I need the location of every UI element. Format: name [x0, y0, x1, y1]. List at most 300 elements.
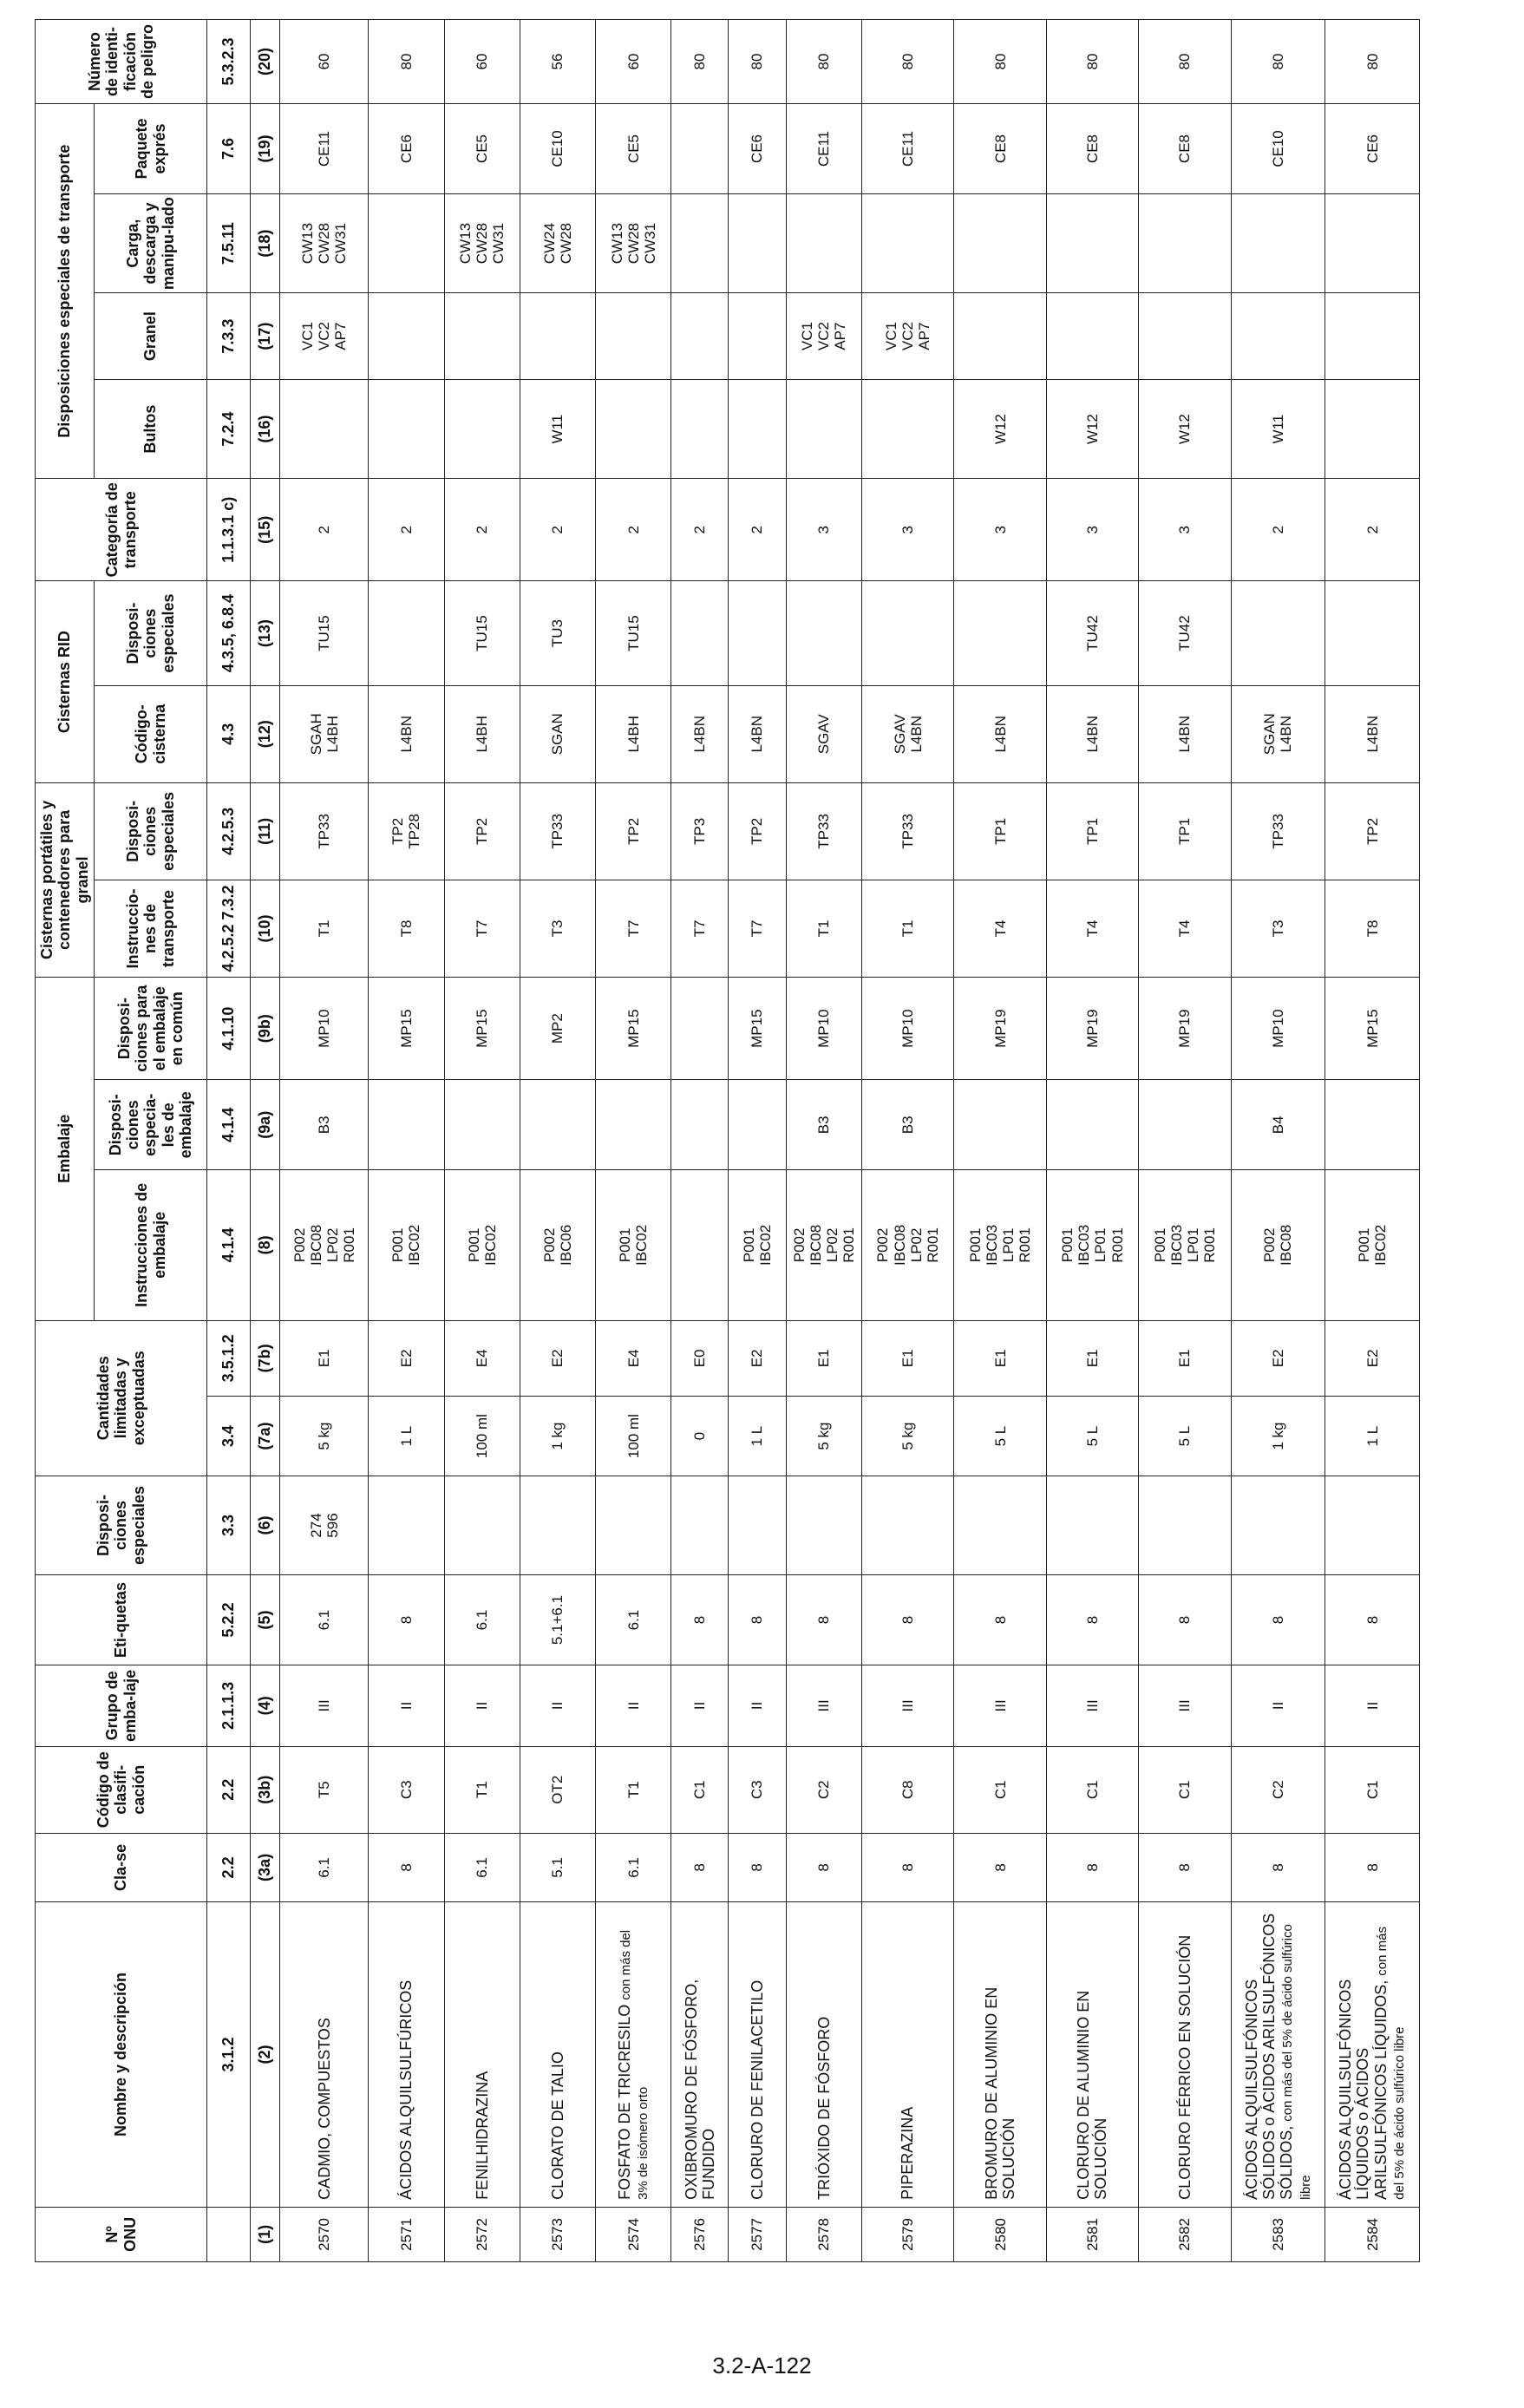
grupo-cell: II	[1325, 1665, 1420, 1747]
paquete-cell: CE10	[520, 104, 595, 194]
categoria-cell: 2	[1231, 479, 1325, 581]
paquete-cell: CE6	[1325, 104, 1420, 194]
grupo-cell: III	[1139, 1665, 1231, 1747]
cantidad-exceptuada-cell: E2	[369, 1320, 444, 1397]
header-categoria: Categoría de transporte	[36, 479, 207, 581]
un-number-cell: 2573	[520, 2207, 595, 2261]
substance-note: con más del 5% de ácido sulfúrico libre	[1374, 1927, 1408, 2200]
disp-esp-embalaje-cell: B3	[786, 1080, 861, 1170]
bultos-cell	[369, 380, 444, 479]
header-etiquetas: Eti-quetas	[36, 1575, 207, 1665]
name-cell	[786, 1902, 861, 2208]
table-row	[1231, 20, 1325, 2262]
disp-esp-rid-cell: TU15	[280, 581, 369, 685]
un-number-cell: 2571	[369, 2207, 444, 2261]
disp-esp-rid-cell	[729, 581, 786, 685]
etiquetas-cell: 8	[1139, 1575, 1231, 1665]
table-row	[369, 20, 444, 2262]
name-cell	[1325, 1902, 1420, 2208]
ref-cell: 4.3.5, 6.8.4	[207, 581, 251, 685]
header-numero-peligro: Número de identi-ficación de peligro	[36, 20, 207, 104]
ref-cell: 5.3.2.3	[207, 20, 251, 104]
instr-transporte-cell: T7	[596, 880, 671, 977]
categoria-cell: 3	[1139, 479, 1231, 581]
ref-cell: 2.2	[207, 1746, 251, 1833]
un-number-cell: 2576	[671, 2207, 729, 2261]
clase-cell: 5.1	[520, 1833, 595, 1902]
codigo-cisterna-cell: L4BN	[1325, 685, 1420, 782]
paquete-cell	[671, 104, 729, 194]
header-bultos: Bultos	[95, 380, 207, 479]
name-cell	[1046, 1902, 1138, 2208]
disp-esp-rid-cell	[369, 581, 444, 685]
codigo-cisterna-cell: L4BH	[596, 685, 671, 782]
bultos-cell: W11	[520, 380, 595, 479]
etiquetas-cell: 8	[861, 1575, 953, 1665]
cantidad-limitada-cell: 5 kg	[280, 1397, 369, 1476]
bultos-cell	[1325, 380, 1420, 479]
rotated-table-page	[35, 19, 1420, 2262]
header-disp-transporte: Disposiciones especiales de transporte	[36, 104, 95, 479]
substance-note: con más del 3% de isómero orto	[618, 1929, 651, 2200]
disp-esp-cisternas-cell: TP1	[954, 782, 1046, 880]
embalaje-comun-cell: MP2	[520, 978, 595, 1080]
instr-embalaje-cell: P001 IBC02	[729, 1170, 786, 1320]
col-number: (7a)	[251, 1397, 280, 1476]
codigo-cell: C2	[786, 1746, 861, 1833]
disp-esp-embalaje-cell: B3	[861, 1080, 953, 1170]
col-number: (5)	[251, 1575, 280, 1665]
granel-cell	[1325, 293, 1420, 380]
categoria-cell: 3	[954, 479, 1046, 581]
disp-esp-rid-cell	[1325, 581, 1420, 685]
instr-transporte-cell: T7	[444, 880, 520, 977]
grupo-cell: III	[280, 1665, 369, 1747]
instr-transporte-cell: T7	[671, 880, 729, 977]
disp-esp-rid-cell	[861, 581, 953, 685]
col-number: (6)	[251, 1476, 280, 1574]
cantidad-exceptuada-cell: E4	[596, 1320, 671, 1397]
substance-name: CLORURO DE ALUMINIO EN SOLUCIÓN	[1075, 1990, 1110, 2200]
col-number: (16)	[251, 380, 280, 479]
disp-esp-embalaje-cell: B4	[1231, 1080, 1325, 1170]
disp-esp-rid-cell	[1231, 581, 1325, 685]
instr-transporte-cell: T1	[786, 880, 861, 977]
numero-peligro-cell: 80	[671, 20, 729, 104]
name-cell	[1231, 1902, 1325, 2208]
cantidad-limitada-cell: 5 L	[1139, 1397, 1231, 1476]
disp-esp-embalaje-cell	[1139, 1080, 1231, 1170]
codigo-cell: C8	[861, 1746, 953, 1833]
col-number: (15)	[251, 479, 280, 581]
disp-especiales-cell	[596, 1476, 671, 1574]
cantidad-exceptuada-cell: E2	[729, 1320, 786, 1397]
bultos-cell	[861, 380, 953, 479]
grupo-cell: III	[1046, 1665, 1138, 1747]
substance-name: PIPERAZINA	[899, 2106, 917, 2200]
etiquetas-cell: 8	[954, 1575, 1046, 1665]
clase-cell: 8	[1046, 1833, 1138, 1902]
name-cell	[671, 1902, 729, 2208]
bultos-cell	[786, 380, 861, 479]
codigo-cisterna-cell: SGAN	[520, 685, 595, 782]
etiquetas-cell: 8	[786, 1575, 861, 1665]
paquete-cell: CE5	[444, 104, 520, 194]
disp-esp-embalaje-cell	[1325, 1080, 1420, 1170]
instr-embalaje-cell: P001 IBC03 LP01 R001	[1046, 1170, 1138, 1320]
col-number: (2)	[251, 1902, 280, 2208]
cantidad-limitada-cell: 1 L	[369, 1397, 444, 1476]
cantidad-exceptuada-cell: E2	[520, 1320, 595, 1397]
un-number-cell: 2574	[596, 2207, 671, 2261]
name-cell	[520, 1902, 595, 2208]
header-codigo: Código de clasifi-cación	[36, 1746, 207, 1833]
ref-cell: 5.2.2	[207, 1575, 251, 1665]
cantidad-exceptuada-cell: E1	[786, 1320, 861, 1397]
numero-peligro-cell: 80	[1046, 20, 1138, 104]
disp-esp-embalaje-cell	[729, 1080, 786, 1170]
grupo-cell: II	[596, 1665, 671, 1747]
cantidad-exceptuada-cell: E1	[1046, 1320, 1138, 1397]
instr-embalaje-cell: P001 IBC02	[1325, 1170, 1420, 1320]
header-granel: Granel	[95, 293, 207, 380]
reference-row	[207, 20, 251, 2262]
granel-cell	[1231, 293, 1325, 380]
disp-esp-cisternas-cell: TP2	[444, 782, 520, 880]
col-number: (19)	[251, 104, 280, 194]
substance-name: FENILHIDRAZINA	[473, 2071, 491, 2200]
instr-embalaje-cell	[671, 1170, 729, 1320]
header-grupo: Grupo de emba-laje	[36, 1665, 207, 1747]
header-cisternas-rid: Cisternas RID	[36, 581, 95, 782]
numero-peligro-cell: 80	[1325, 20, 1420, 104]
disp-especiales-cell	[1139, 1476, 1231, 1574]
numero-peligro-cell: 60	[444, 20, 520, 104]
codigo-cell: C3	[369, 1746, 444, 1833]
codigo-cisterna-cell: L4BH	[444, 685, 520, 782]
instr-embalaje-cell: P001 IBC02	[369, 1170, 444, 1320]
instr-transporte-cell: T8	[369, 880, 444, 977]
cantidad-exceptuada-cell: E1	[954, 1320, 1046, 1397]
codigo-cisterna-cell: L4BN	[954, 685, 1046, 782]
clase-cell: 6.1	[444, 1833, 520, 1902]
codigo-cisterna-cell: L4BN	[729, 685, 786, 782]
codigo-cell: T1	[444, 1746, 520, 1833]
table-row	[596, 20, 671, 2262]
grupo-cell: II	[444, 1665, 520, 1747]
un-number-cell: 2580	[954, 2207, 1046, 2261]
ref-cell: 2.1.1.3	[207, 1665, 251, 1747]
ref-cell: 4.2.5.3	[207, 782, 251, 880]
instr-transporte-cell: T3	[1231, 880, 1325, 977]
disp-especiales-cell	[1325, 1476, 1420, 1574]
instr-embalaje-cell: P001 IBC03 LP01 R001	[954, 1170, 1046, 1320]
etiquetas-cell: 6.1	[280, 1575, 369, 1665]
carga-cell	[1231, 194, 1325, 293]
name-cell	[369, 1902, 444, 2208]
granel-cell	[520, 293, 595, 380]
carga-cell	[786, 194, 861, 293]
numero-peligro-cell: 80	[729, 20, 786, 104]
disp-esp-embalaje-cell	[596, 1080, 671, 1170]
etiquetas-cell: 6.1	[596, 1575, 671, 1665]
dangerous-goods-table	[35, 19, 1420, 2262]
grupo-cell: II	[671, 1665, 729, 1747]
granel-cell: VC1 VC2 AP7	[861, 293, 953, 380]
col-number: (8)	[251, 1170, 280, 1320]
instr-embalaje-cell: P002 IBC06	[520, 1170, 595, 1320]
grupo-cell: III	[861, 1665, 953, 1747]
paquete-cell: CE11	[280, 104, 369, 194]
paquete-cell: CE11	[861, 104, 953, 194]
name-cell	[729, 1902, 786, 2208]
col-number: (10)	[251, 880, 280, 977]
instr-transporte-cell: T3	[520, 880, 595, 977]
un-number-cell: 2582	[1139, 2207, 1231, 2261]
disp-esp-cisternas-cell: TP2 TP28	[369, 782, 444, 880]
disp-esp-embalaje-cell	[954, 1080, 1046, 1170]
embalaje-comun-cell: MP19	[1139, 978, 1231, 1080]
un-number-cell: 2577	[729, 2207, 786, 2261]
substance-note: con más del 5% de ácido sulfúrico libre	[1279, 1924, 1313, 2200]
categoria-cell: 3	[1046, 479, 1138, 581]
carga-cell	[1325, 194, 1420, 293]
clase-cell: 8	[729, 1833, 786, 1902]
cantidad-limitada-cell: 100 ml	[596, 1397, 671, 1476]
cantidad-limitada-cell: 1 L	[729, 1397, 786, 1476]
numero-peligro-cell: 56	[520, 20, 595, 104]
col-number: (18)	[251, 194, 280, 293]
clase-cell: 8	[671, 1833, 729, 1902]
header-instr-transporte: Instruccio-nes de transporte	[95, 880, 207, 977]
disp-esp-rid-cell	[786, 581, 861, 685]
cantidad-limitada-cell: 100 ml	[444, 1397, 520, 1476]
disp-esp-rid-cell	[954, 581, 1046, 685]
header-disp-esp-embalaje: Disposi-ciones especia-les de embalaje	[95, 1080, 207, 1170]
header-carga: Carga, descarga y manipu-lado	[95, 194, 207, 293]
col-number: (1)	[251, 2207, 280, 2261]
cantidad-exceptuada-cell: E4	[444, 1320, 520, 1397]
disp-especiales-cell	[520, 1476, 595, 1574]
cantidad-exceptuada-cell: E1	[280, 1320, 369, 1397]
codigo-cell: C1	[1139, 1746, 1231, 1833]
etiquetas-cell: 8	[671, 1575, 729, 1665]
categoria-cell: 2	[596, 479, 671, 581]
col-number: (3b)	[251, 1746, 280, 1833]
codigo-cell: C1	[1046, 1746, 1138, 1833]
col-number: (4)	[251, 1665, 280, 1747]
col-number: (7b)	[251, 1320, 280, 1397]
substance-name: FOSFATO DE TRICRESILO	[615, 2004, 633, 2200]
substance-name: CLORURO FÉRRICO EN SOLUCIÓN	[1175, 1934, 1194, 2200]
etiquetas-cell: 8	[369, 1575, 444, 1665]
cantidad-limitada-cell: 1 kg	[1231, 1397, 1325, 1476]
categoria-cell: 3	[786, 479, 861, 581]
etiquetas-cell: 8	[1325, 1575, 1420, 1665]
instr-transporte-cell: T7	[729, 880, 786, 977]
name-cell	[596, 1902, 671, 2208]
paquete-cell: CE8	[954, 104, 1046, 194]
instr-transporte-cell: T4	[954, 880, 1046, 977]
bultos-cell: W12	[1046, 380, 1138, 479]
ref-cell: 7.3.3	[207, 293, 251, 380]
bultos-cell	[280, 380, 369, 479]
col-number: (9a)	[251, 1080, 280, 1170]
table-row	[1139, 20, 1231, 2262]
header-clase: Cla-se	[36, 1833, 207, 1902]
disp-esp-rid-cell	[671, 581, 729, 685]
bultos-cell: W11	[1231, 380, 1325, 479]
instr-transporte-cell: T4	[1046, 880, 1138, 977]
disp-esp-cisternas-cell: TP3	[671, 782, 729, 880]
etiquetas-cell: 8	[1231, 1575, 1325, 1665]
embalaje-comun-cell: MP15	[1325, 978, 1420, 1080]
disp-esp-embalaje-cell: B3	[280, 1080, 369, 1170]
col-number: (9b)	[251, 978, 280, 1080]
table-row	[786, 20, 861, 2262]
cantidad-limitada-cell: 1 L	[1325, 1397, 1420, 1476]
disp-especiales-cell	[786, 1476, 861, 1574]
carga-cell	[1046, 194, 1138, 293]
granel-cell	[369, 293, 444, 380]
granel-cell	[1139, 293, 1231, 380]
ref-cell	[207, 2207, 251, 2261]
header-disp-esp-rid: Disposi-ciones especiales	[95, 581, 207, 685]
disp-especiales-cell: 274 596	[280, 1476, 369, 1574]
substance-name: CLORATO DE TALIO	[548, 2051, 566, 2200]
ref-cell: 3.1.2	[207, 1902, 251, 2208]
table-row	[954, 20, 1046, 2262]
granel-cell: VC1 VC2 AP7	[280, 293, 369, 380]
carga-cell: CW13 CW28 CW31	[444, 194, 520, 293]
page-number: 3.2-A-122	[712, 2352, 812, 2379]
un-number-cell: 2584	[1325, 2207, 1420, 2261]
codigo-cisterna-cell: L4BN	[1139, 685, 1231, 782]
codigo-cisterna-cell: SGAV	[786, 685, 861, 782]
cantidad-limitada-cell: 0	[671, 1397, 729, 1476]
embalaje-comun-cell: MP15	[444, 978, 520, 1080]
ref-cell: 7.6	[207, 104, 251, 194]
instr-transporte-cell: T4	[1139, 880, 1231, 977]
substance-name: CLORURO DE FENILACETILO	[748, 1979, 766, 2200]
instr-embalaje-cell: P002 IBC08	[1231, 1170, 1325, 1320]
ref-cell: 7.5.11	[207, 194, 251, 293]
bultos-cell: W12	[954, 380, 1046, 479]
categoria-cell: 2	[444, 479, 520, 581]
disp-esp-rid-cell: TU3	[520, 581, 595, 685]
instr-embalaje-cell: P001 IBC03 LP01 R001	[1139, 1170, 1231, 1320]
table-row	[444, 20, 520, 2262]
cantidad-exceptuada-cell: E0	[671, 1320, 729, 1397]
header-instr-embalaje: Instrucciones de embalaje	[95, 1170, 207, 1320]
header-cantidades: Cantidades limitadas y exceptuadas	[36, 1320, 207, 1476]
substance-name: BROMURO DE ALUMINIO EN SOLUCIÓN	[982, 1986, 1018, 2200]
ref-cell: 4.2.5.2 7.3.2	[207, 880, 251, 977]
disp-esp-cisternas-cell: TP1	[1139, 782, 1231, 880]
granel-cell	[729, 293, 786, 380]
embalaje-comun-cell: MP19	[954, 978, 1046, 1080]
embalaje-comun-cell: MP10	[861, 978, 953, 1080]
cantidad-exceptuada-cell: E1	[861, 1320, 953, 1397]
ref-cell: 4.1.10	[207, 978, 251, 1080]
granel-cell	[954, 293, 1046, 380]
ref-cell: 2.2	[207, 1833, 251, 1902]
cantidad-exceptuada-cell: E1	[1139, 1320, 1231, 1397]
cantidad-limitada-cell: 5 L	[954, 1397, 1046, 1476]
categoria-cell: 2	[1325, 479, 1420, 581]
disp-esp-cisternas-cell: TP33	[520, 782, 595, 880]
carga-cell	[729, 194, 786, 293]
name-cell	[444, 1902, 520, 2208]
disp-esp-embalaje-cell	[444, 1080, 520, 1170]
table-body	[280, 20, 1420, 2262]
disp-esp-cisternas-cell: TP2	[729, 782, 786, 880]
carga-cell	[369, 194, 444, 293]
categoria-cell: 2	[671, 479, 729, 581]
header-codigo-cisterna: Código-cisterna	[95, 685, 207, 782]
un-number-cell: 2579	[861, 2207, 953, 2261]
ref-cell: 4.1.4	[207, 1080, 251, 1170]
name-cell	[954, 1902, 1046, 2208]
substance-name: ÁCIDOS ALQUILSULFÚRICOS	[397, 1979, 415, 2200]
disp-esp-rid-cell: TU42	[1046, 581, 1138, 685]
substance-name: ÁCIDOS ALQUILSULFÓNICOS SÓLIDOS o ÁCIDOS ARILSULFÓNICOS SÓLIDOS,	[1242, 1913, 1295, 2200]
numero-peligro-cell: 80	[954, 20, 1046, 104]
codigo-cell: C1	[1325, 1746, 1420, 1833]
disp-especiales-cell	[954, 1476, 1046, 1574]
codigo-cisterna-cell: SGAN L4BN	[1231, 685, 1325, 782]
instr-transporte-cell: T1	[861, 880, 953, 977]
carga-cell: CW13 CW28 CW31	[596, 194, 671, 293]
grupo-cell: II	[1231, 1665, 1325, 1747]
table-row	[861, 20, 953, 2262]
codigo-cell: T5	[280, 1746, 369, 1833]
clase-cell: 8	[954, 1833, 1046, 1902]
bultos-cell	[596, 380, 671, 479]
table-row	[520, 20, 595, 2262]
paquete-cell: CE8	[1139, 104, 1231, 194]
etiquetas-cell: 6.1	[444, 1575, 520, 1665]
etiquetas-cell: 8	[729, 1575, 786, 1665]
codigo-cell: T1	[596, 1746, 671, 1833]
carga-cell	[671, 194, 729, 293]
embalaje-comun-cell: MP15	[369, 978, 444, 1080]
clase-cell: 8	[369, 1833, 444, 1902]
un-number-cell: 2578	[786, 2207, 861, 2261]
carga-cell	[861, 194, 953, 293]
grupo-cell: III	[954, 1665, 1046, 1747]
numero-peligro-cell: 80	[369, 20, 444, 104]
paquete-cell: CE6	[369, 104, 444, 194]
un-number-cell: 2570	[280, 2207, 369, 2261]
codigo-cisterna-cell: SGAH L4BH	[280, 685, 369, 782]
header-disp-esp-cisternas: Disposi-ciones especiales	[95, 782, 207, 880]
instr-transporte-cell: T1	[280, 880, 369, 977]
disp-esp-embalaje-cell	[671, 1080, 729, 1170]
col-number: (12)	[251, 685, 280, 782]
header-embalaje: Embalaje	[36, 978, 95, 1320]
carga-cell: CW24 CW28	[520, 194, 595, 293]
codigo-cisterna-cell: SGAV L4BN	[861, 685, 953, 782]
substance-name: TRIÓXIDO DE FÓSFORO	[814, 2016, 833, 2200]
grupo-cell: II	[369, 1665, 444, 1747]
disp-esp-cisternas-cell: TP2	[596, 782, 671, 880]
grupo-cell: III	[786, 1665, 861, 1747]
column-number-row	[251, 20, 280, 2262]
granel-cell	[444, 293, 520, 380]
numero-peligro-cell: 80	[1231, 20, 1325, 104]
ref-cell: 3.5.1.2	[207, 1320, 251, 1397]
